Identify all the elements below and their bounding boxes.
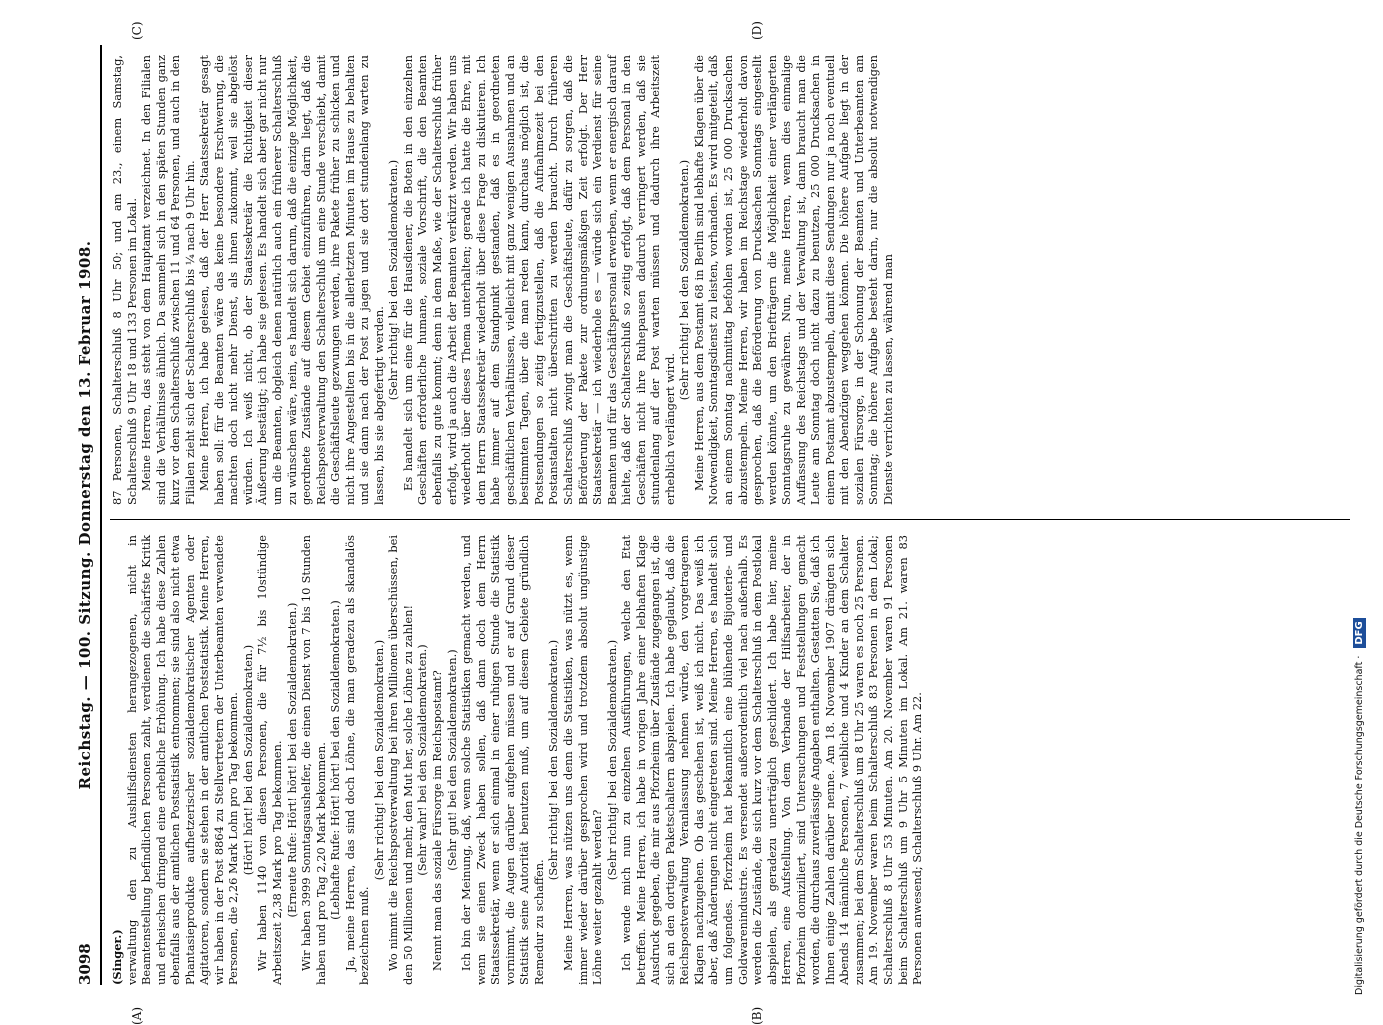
paragraph: Ja, meine Herren, das sind doch Löhne, die man geradezu als skandalös bezeichnen muß. (342, 535, 372, 985)
speaker-label: (Singer.) (110, 929, 124, 985)
document-page (70, 21, 1360, 1025)
paragraph: Meine Herren, ich habe gelesen, daß der Herr Staatssekretär gesagt haben soll: für die Beamten wäre das keine besondere Erschwerung, die machten doch nicht mehr Dienst, als ihnen zukommt, weil sie abgelöst würden. Ich weiß nicht, ob der Staatssekretär die Richtigkeit dieser Äußerung bestätigt; ich habe sie gelesen. Es handelt sich aber gar nicht nur um die Beamten, obgleich denen natürlich auch ein früherer Schalterschluß zu wünschen wäre, nein, es handelt sich darum, daß die einzige Möglichkeit, geordnete Zustände auf diesem Gebiet einzuführen, darin liegt, daß die Reichspostverwaltung den Schalterschluß um eine Stunde verschiebt, damit die Geschäftsleute gezwungen werden, ihre Pakete früher zu schicken und nicht ihre Angestellten bis in die allerletzten Minuten im Hause zu behalten und sie dann nach der Post zu jagen und sie dort stundenlang warten zu lassen, bis sie abgefertigt werden. (197, 55, 386, 505)
column-divider (110, 519, 1350, 520)
interjection: (Sehr gut! bei den Sozialdemokraten.) (444, 649, 459, 871)
paragraph: 87 Personen, Schalterschluß 8 Uhr 50; und am 23., einem Samstag, Schalterschluß 9 Uhr 18 und 133 Personen im Lokal. (110, 55, 139, 505)
paragraph: Nennt man das soziale Fürsorge im Reichspostamt? (430, 670, 445, 971)
paragraph: Wo nimmt die Reichspostverwaltung bei ihren Millionen überschüssen, bei den 50 Millionen und mehr, den Mut her, solche Löhne zu zahlen! (386, 535, 415, 985)
paragraph: Es handelt sich um eine für die Hausdiener, die Boten in den einzelnen Geschäften erforderliche humane, soziale Vorschrift, die den Beamten ebenfalls zu gute kommt; denn in dem Maße, wie der Schalterschluß früher erfolgt, wird ja auch die Arbeit der Beamten verkürzt werden. Wir haben uns wiederholt über dieses Thema unterhalten; gerade ich hatte die Ehre, mit dem Herrn Staatssekretär wiederholt über diese Frage zu diskutieren. Ich habe immer auf dem Standpunkt gestanden, daß es in geordneten geschäftlichen Verhältnissen, vielleicht mit ganz wenigen Ausnahmen und an bestimmten Tagen, über die man reden kann, durchaus möglich ist, die Postsendungen so zeitig fertigzustellen, daß die Aufnahmezeit bei den Postanstalten nicht überschritten zu werden braucht. Durch früheren Schalterschluß zwingt man die Geschäftsleute, dafür zu sorgen, daß die Beförderung der Pakete zur ordnungsmäßigen Zeit erfolgt. Der Herr Staatssekretär — ich wiederhole es — würde sich ein Verdienst für seine Beamten und für das Geschäftspersonal erwerben, wenn er energisch darauf hielte, daß der Schalterschluß so zeitig erfolgt, daß dem Personal in den Geschäften nicht ihre Ruhepausen dadurch verringert werden, daß sie stundenlang auf der Post warten müssen und dadurch ihre Arbeitszeit erheblich verlängert wird. (400, 55, 677, 505)
interjection: (Lebhafte Rufe: Hört! hört! bei den Sozialdemokraten.) (328, 600, 343, 920)
paragraph: Wir haben 3999 Sonntagsaushelfer, die einen Dienst von 7 bis 10 Stunden haben und pro Tag 2,20 Mark bekommen. (299, 535, 328, 985)
right-column (110, 55, 896, 505)
left-column (110, 535, 925, 985)
margin-mark-a: (A) (130, 1006, 144, 1025)
dfg-logo: DFG (1353, 618, 1366, 647)
margin-mark-b: (B) (750, 1006, 764, 1025)
digitization-credit (1353, 0, 1377, 1000)
paragraph: Ich bin der Meinung, daß, wenn solche Statistiken gemacht werden, und wenn sie einen Zweck haben sollen, daß dann doch dem Herrn Staatssekretär, wenn er sich einmal in einer ruhigen Stunde die Statistik vornimmt, die Augen darüber aufgehen müssen und er auf Grund dieser Statistik seine Autorität benutzen muß, um auf diesem Gebiete gründlich Remedur zu schaffen. (459, 535, 546, 985)
paragraph: Wir haben 1140 von diesen Personen, die für 7½ bis 10stündige Arbeitszeit 2,38 Mark pro Tag bekommen. (255, 535, 285, 985)
paragraph: Meine Herren, das steht von dem Hauptamt verzeichnet. In den Filialen sind die Verhältnisse ähnlich. Da sammeln sich in den späten Stunden ganz kurz vor dem Schalterschluß zwischen 11 und 64 Personen, und auch in den Filialen zieht sich der Schalterschluß bis ¼ nach 9 Uhr hin. (139, 55, 197, 505)
paragraph: Meine Herren, aus dem Postamt 68 in Berlin sind lebhafte Klagen über die Notwendigkeit, Sonntagsdienst zu leisten, vorhanden. Es wird mitgeteilt, daß an einem Sonntag nachmittag befohlen worden ist, 25 000 Drucksachen abzustempeln. Meine Herren, wir haben im Reichstage wiederholt davon gesprochen, daß die Beförderung von Drucksachen Sonntags eingestellt werden könnte, um den Briefträgern die Möglichkeit einer verlängerten Sonntagsruhe zu gewähren. Nun, meine Herren, wenn dies einmalige Auffassung des Reichstags und der Verwaltung ist, dann braucht man die Leute am Sonntag doch nicht dazu zu benutzen, 25 000 Drucksachen in einem Postamt abzustempeln, damit diese Sendungen nur ja noch eventuell mit den Abendzügen weggehen können. Die höhere Aufgabe liegt in der sozialen Fürsorge, in der Schonung der Beamten und Unterbeamten am Sonntag; die höhere Aufgabe besteht darin, nur die absolut notwendigen Dienste verrichten zu lassen, während man (691, 55, 895, 505)
page-number: 3098 (76, 943, 94, 985)
interjection: (Sehr richtig! bei den Sozialdemokraten.) (386, 159, 401, 401)
margin-mark-d: (D) (750, 21, 764, 40)
interjection: (Sehr wahr! bei den Sozialdemokraten.) (415, 644, 430, 876)
paragraph: verwaltung den zu Aushilfsdiensten herangezogenen, nicht in Beamtenstellung befindlichen Personen zahlt, verdienen die schärfste Kritik und erheischen dringend eine erhebliche Erhöhung. Ich habe diese Zahlen ebenfalls aus der amtlichen Postsatistik entnommen; sie sind also nicht etwa Phantasieprodukte aufhetzerischer sozialdemokratischer Agenten oder Agitatoren, sondern sie stehen in der amtlichen Poststatistik. Meine Herren, wir haben in der Post 8864 zu Stellvertretern der Unterbeamten verwendete Personen, die 2,26 Mark Lohn pro Tag bekommen. (124, 535, 241, 985)
interjection: (Sehr richtig! bei den Sozialdemokraten.) (371, 639, 386, 881)
credit-text: Digitalisierung gefördert durch die Deutsche Forschungsgemeinschaft · (1354, 655, 1365, 995)
interjection: (Hört! hört! bei den Sozialdemokraten.) (240, 644, 255, 876)
page-title: Reichstag. — 100. Sitzung. Donnerstag den 13. Februar 1908. (76, 240, 94, 790)
paragraph: Meine Herren, was nützen uns denn die Statistiken, was nützt es, wenn immer wieder darüber gesprochen wird und trotzdem absolut ungünstige Löhne weiter gezahlt werden? (560, 535, 605, 985)
page-header (70, 45, 102, 985)
margin-mark-c: (C) (130, 21, 144, 40)
interjection: (Sehr richtig! bei den Sozialdemokraten.) (604, 639, 619, 881)
interjection: (Sehr richtig! bei den Sozialdemokraten.) (546, 639, 561, 881)
interjection: (Sehr richtig! bei den Sozialdemokraten.) (677, 159, 692, 401)
interjection: (Erneute Rufe: Hört! hört! bei den Sozialdemokraten.) (284, 602, 299, 918)
paragraph: Ich wende mich nun zu einzelnen Ausführungen, welche den Etat betreffen. Meine Herren, ich habe in vorigen Jahre einer lebhaften Klage Ausdruck gegeben, die mir aus Pforzheim über Zustände zugegangen ist, die sich an den dortigen Paketschaltern abspielen. Ich habe geglaubt, daß die Reichspostverwaltung Veranlassung nehmen würde, den vorgetragenen Klagen nachzugehen. Ob das geschehen ist, weiß ich nicht. Das weiß ich aber, daß Änderungen nicht eingetreten sind. Meine Herren, es handelt sich um folgendes. Pforzheim hat bekanntlich eine blühende Bijouterie- und Goldwarenindustrie. Es versendet außerordentlich viel nach außerhalb. Es werden die Zustände, die sich kurz vor dem Schalterschluß in dem Postlokal abspielen, als geradezu unerträglich geschildert. Ich habe hier, meine Herren, eine Aufstellung. Von dem Verbande der Hilfsarbeiter, der in Pforzheim domiziliert, sind Untersuchungen und Feststellungen gemacht worden, die durchaus zuverlässige Angaben enthalten. Gestatten Sie, daß ich Ihnen einige Zahlen darüber nenne. Am 18. November 1907 drängten sich Abends 14 männliche Personen, 7 weibliche und 4 Kinder an dem Schalter zusammen; bei dem Schalterschluß um 8 Uhr 25 waren es noch 25 Personen. Am 19. November waren beim Schalterschluß 83 Personen in dem Lokal; Schalterschluß 8 Uhr 53 Minuten. Am 20. November waren 91 Personen beim Schalterschluß um 9 Uhr 5 Minuten im Lokal. Am 21. waren 83 Personen anwesend; Schalterschluß 9 Uhr. Am 22. (619, 535, 925, 985)
